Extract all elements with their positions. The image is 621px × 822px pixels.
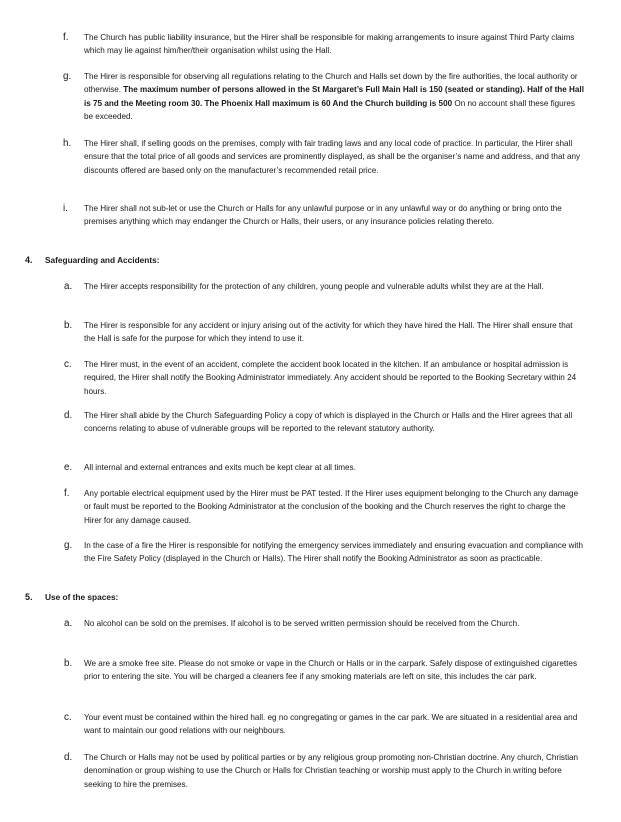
occupancy-limits-bold: The maximum number of persons allowed in the St Margaret’s Full Main Hall is 150 (seated or standing). Half of the Hall is 75 and the Meeting room 30. The Phoenix Hall maximum is 60 And the Church building is 500 <box>84 85 584 108</box>
clause-text: The Hirer shall abide by the Church Safeguarding Policy a copy of which is displayed in the Church or Halls and the Hirer agrees that all concerns relating to abuse of vulnerable groups will be reported to the relevant statutory authority. <box>84 411 573 434</box>
clause-text: All internal and external entrances and exits much be kept clear at all times. <box>84 463 356 472</box>
item-marker: b. <box>64 658 73 669</box>
item-marker: h. <box>63 138 72 149</box>
clause-text: The Hirer must, in the event of an accident, complete the accident book located in the kitchen. If an ambulance or hospital admission is required, the Hirer shall notify the Booking Administrator immediately. Any accident should be reported to the Booking Secretary within 24 hours. <box>84 360 577 396</box>
clause-text: The Hirer is responsible for any accident or injury arising out of the activity for which they have hired the Hall. The Hirer shall ensure that the Hall is safe for the purpose for which they intend to use it. <box>84 321 573 344</box>
clause-text: The Hirer shall not sub-let or use the Church or Halls for any unlawful purpose or in any unlawful way or do anything or bring onto the premises anything which may endanger the Church or Halls, their users, or any insurance policies relating thereto. <box>84 204 562 227</box>
item-marker: f. <box>64 488 70 499</box>
clause-text: The Hirer shall, if selling goods on the premises, comply with fair trading laws and any local code of practice. In particular, the Hirer shall ensure that the total price of all goods and services are prominently displayed, as shall be the organiser’s name and address, and that any discounts offered are based only on the manufacturer’s recommended retail price. <box>84 139 581 175</box>
section-number: 4. <box>25 255 33 265</box>
clause-text <box>84 70 584 124</box>
section-title: Safeguarding and Accidents: <box>45 255 160 265</box>
item-marker: d. <box>64 752 73 763</box>
clause-text: Your event must be contained within the hired hall. eg no congregating or games in the car park. We are situated in a residential area and want to maintain our good relations with our neighbours. <box>84 713 578 736</box>
item-marker: b. <box>64 320 73 331</box>
clause-text: The Hirer accepts responsibility for the protection of any children, young people and vulnerable adults whilst they are at the Hall. <box>84 282 544 291</box>
item-marker: c. <box>64 359 72 370</box>
section-number: 5. <box>25 592 33 602</box>
clause-text: The Church has public liability insurance, but the Hirer shall be responsible for making arrangements to insure against Third Party claims which may lie against him/her/their organisation whilst using the Hall. <box>84 33 575 56</box>
item-marker: g. <box>63 71 72 82</box>
item-marker: d. <box>64 410 73 421</box>
item-marker: c. <box>64 712 72 723</box>
clause-text: We are a smoke free site. Please do not smoke or vape in the Church or Halls or in the carpark. Safely dispose of extinguished cigarettes prior to entering the site. You will be charged a cleaners fee if any smoking materials are left on site, this includes the car park. <box>84 659 578 682</box>
clause-text: In the case of a fire the Hirer is responsible for notifying the emergency services immediately and ensuring evacuation and compliance with the Fire Safety Policy (displayed in the Church or Halls). The Hirer shall notify the Booking Administrator as soon as practicable. <box>84 541 584 564</box>
clause-text-plain: On no account shall these figures be exceeded. <box>84 98 575 122</box>
item-marker: i. <box>63 203 68 214</box>
clause-text: Any portable electrical equipment used by the Hirer must be PAT tested. If the Hirer uses equipment belonging to the Church any damage or fault must be reported to the Booking Administrator at the conclusion of the booking and the Church reserves the right to charge the Hirer for any damage caused. <box>84 489 579 525</box>
section-title: Use of the spaces: <box>45 592 119 602</box>
item-marker: f. <box>63 32 69 43</box>
clause-text: The Church or Halls may not be used by political parties or by any religious group promoting non-Christian doctrine. Any church, Christian denomination or group wishing to use the Church or Halls for Christian teaching or worship must apply to the Church in writing before seeking to hire the premises. <box>84 753 579 789</box>
clause-text: No alcohol can be sold on the premises. If alcohol is to be served written permission should be received from the Church. <box>84 619 520 628</box>
item-marker: a. <box>64 618 73 629</box>
item-marker: a. <box>64 281 73 292</box>
item-marker: e. <box>64 462 73 473</box>
clause-text-plain: The Hirer is responsible for observing all regulations relating to the Church and Halls set down by the fire authorities, the local authority or otherwise. <box>84 72 578 95</box>
item-marker: g. <box>64 540 73 551</box>
